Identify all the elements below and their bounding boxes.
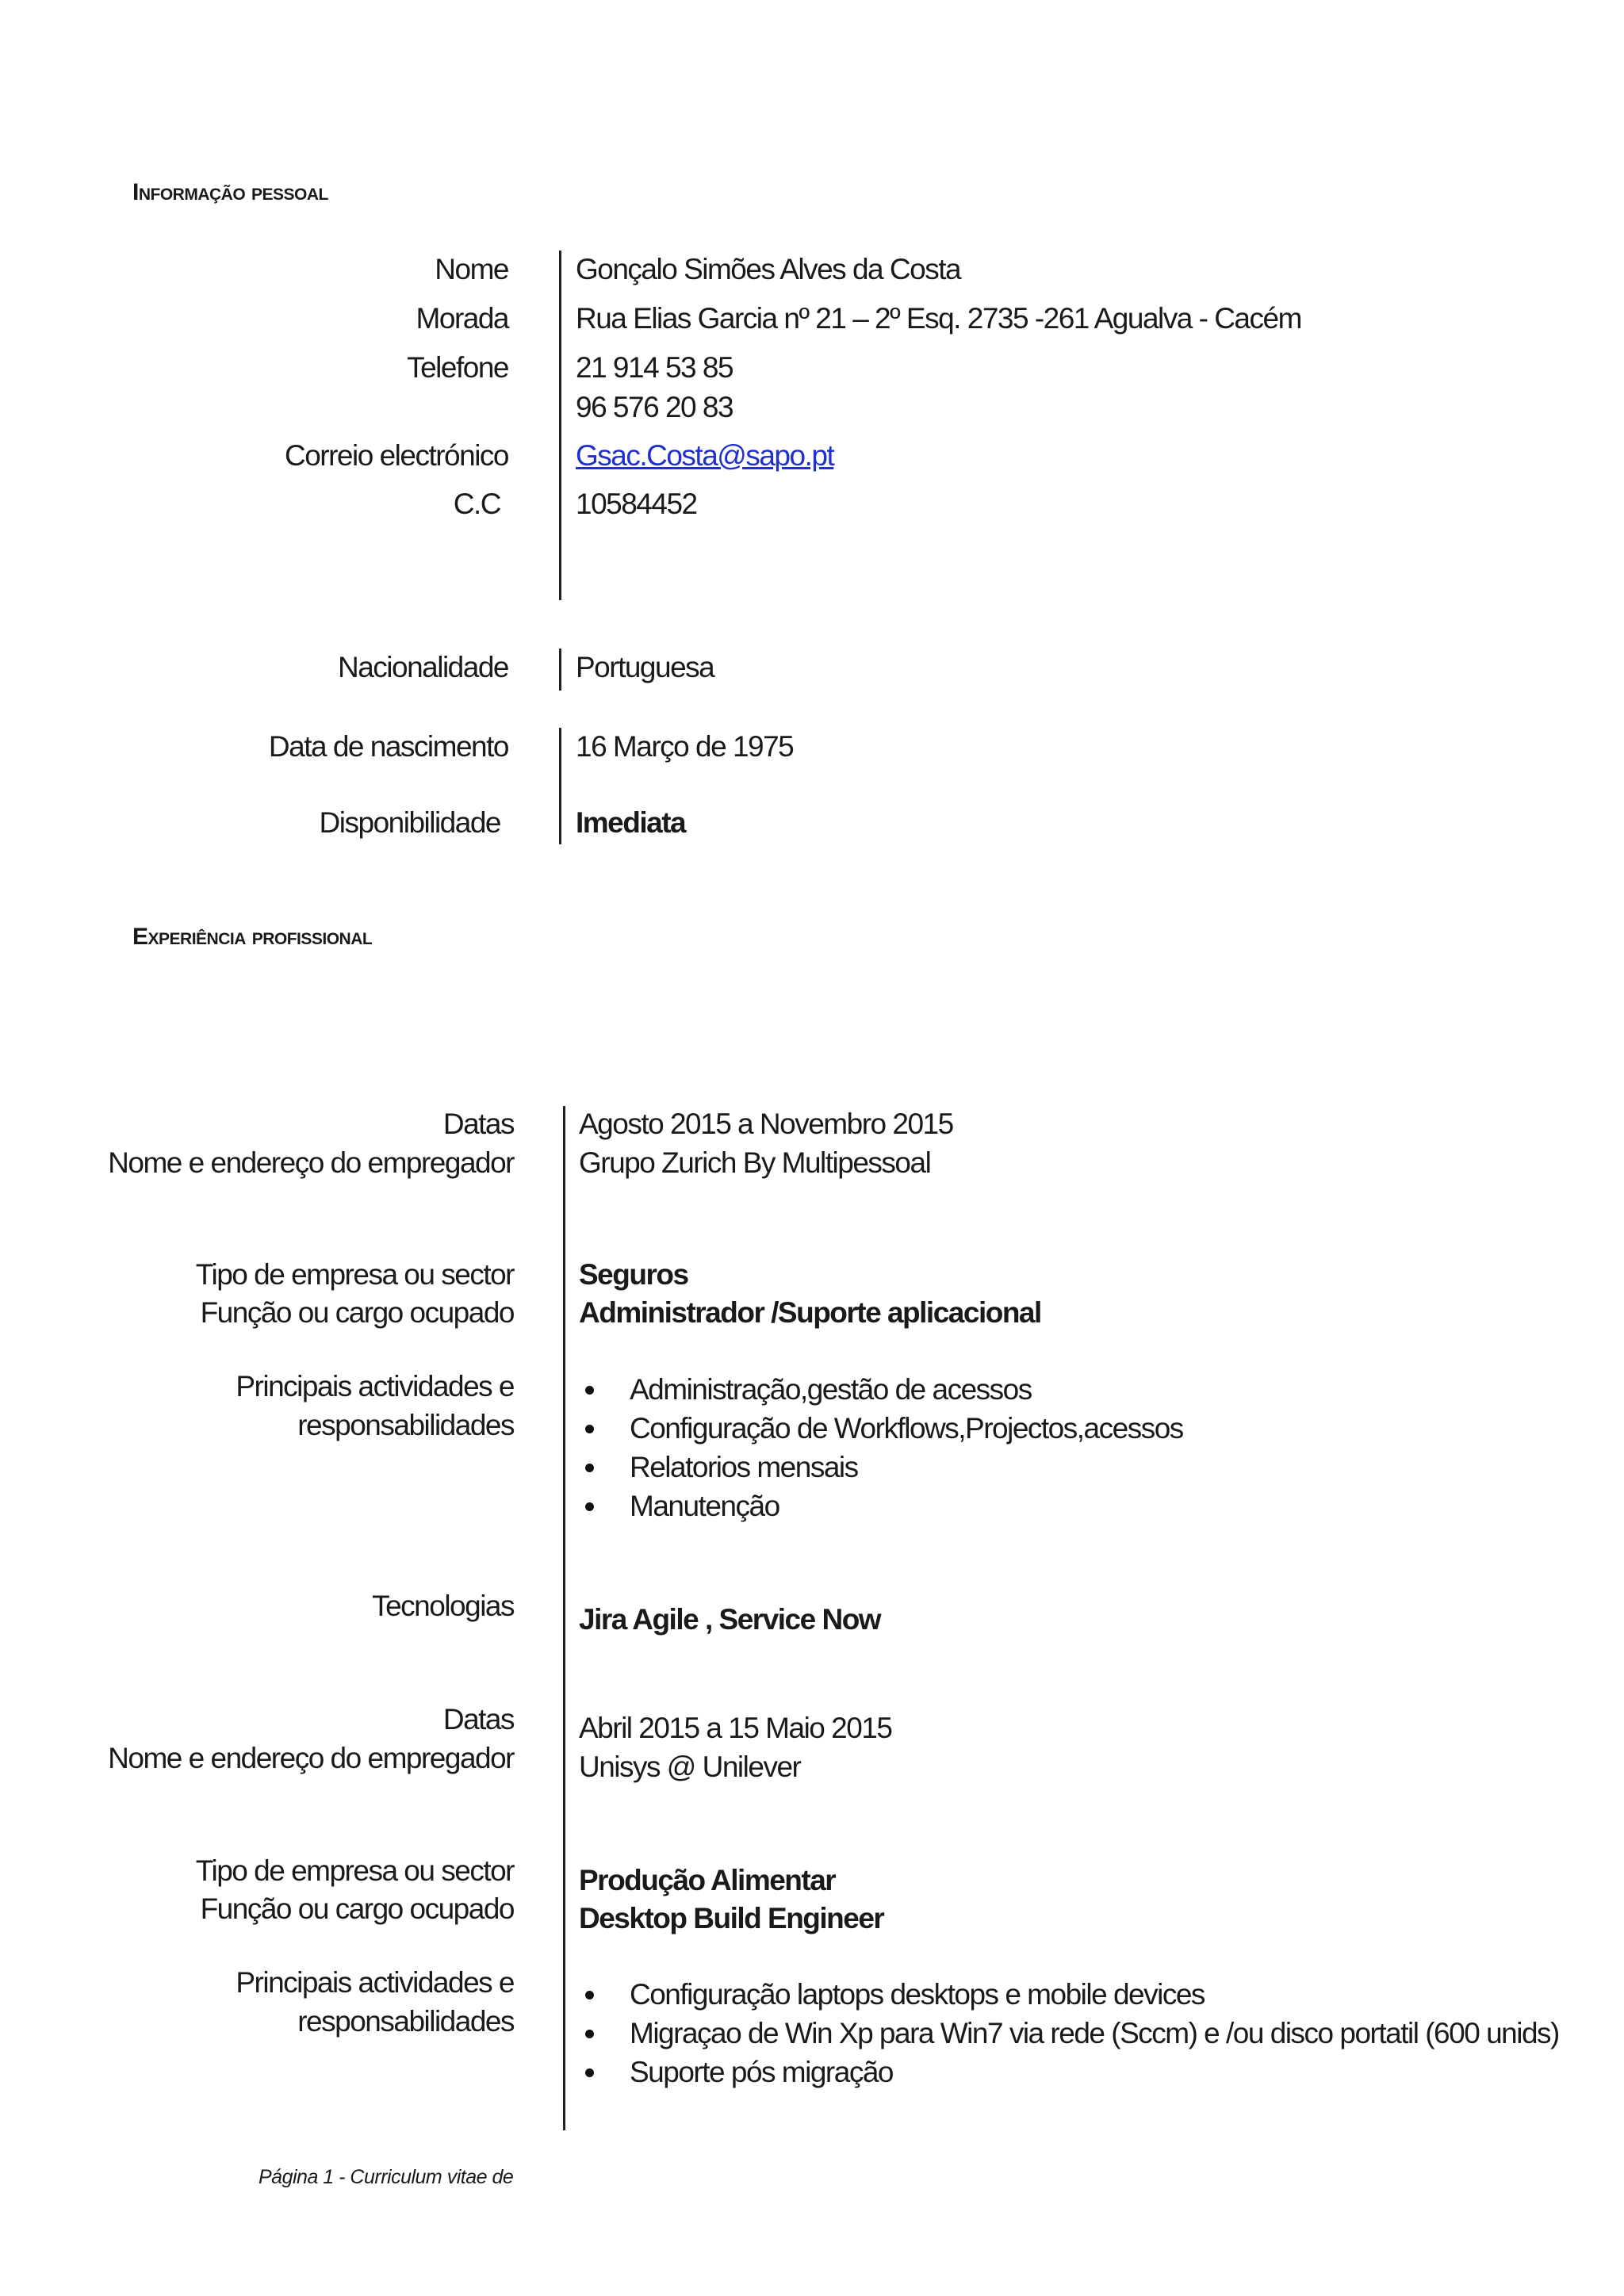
value-nome: Gonçalo Simões Alves da Costa (576, 253, 961, 285)
job-2-label-atividades-2: responsabilidades (297, 2005, 514, 2038)
value-telefone-2: 96 576 20 83 (576, 391, 733, 423)
job-1-label-atividades-2: responsabilidades (297, 1409, 514, 1441)
list-item: Configuração de Workflows,Projectos,acessos (576, 1409, 1183, 1448)
label-email: Correio electrónico (284, 439, 508, 472)
label-nascimento: Data de nascimento (268, 730, 508, 763)
job-1-value-datas: Agosto 2015 a Novembro 2015 (579, 1108, 953, 1140)
job-2-value-datas: Abril 2015 a 15 Maio 2015 (579, 1712, 892, 1744)
job-2-label-empregador: Nome e endereço do empregador (108, 1742, 514, 1774)
label-nome: Nome (435, 253, 508, 285)
job-1-value-empregador: Grupo Zurich By Multipessoal (579, 1146, 931, 1179)
job-2-label-sector: Tipo de empresa ou sector (195, 1854, 514, 1887)
list-item: Suporte pós migração (576, 2053, 1559, 2091)
column-divider (559, 251, 561, 600)
job-2-label-atividades-1: Principais actividades e (236, 1966, 514, 1999)
job-1-activities-list (576, 1370, 1183, 1525)
value-cc: 10584452 (576, 488, 697, 520)
job-1-label-funcao: Função ou cargo ocupado (200, 1296, 514, 1329)
job-1-label-tecnologias: Tecnologias (372, 1590, 514, 1622)
job-2-label-datas: Datas (442, 1703, 514, 1735)
job-2-value-funcao: Desktop Build Engineer (579, 1902, 884, 1934)
value-telefone-1: 21 914 53 85 (576, 351, 733, 384)
value-morada: Rua Elias Garcia nº 21 – 2º Esq. 2735 -261 Agualva - Cacém (576, 302, 1301, 335)
section-title-personal: Informação pessoal (132, 179, 328, 205)
job-1-value-funcao: Administrador /Suporte aplicacional (579, 1296, 1041, 1329)
email-link[interactable]: Gsac.Costa@sapo.pt (576, 439, 834, 472)
job-1-label-empregador: Nome e endereço do empregador (108, 1146, 514, 1179)
job-1-value-tecnologias: Jira Agile , Service Now (579, 1603, 881, 1636)
page-footer: Página 1 - Curriculum vitae de (259, 2166, 514, 2188)
value-nacionalidade: Portuguesa (576, 651, 714, 683)
label-nacionalidade: Nacionalidade (337, 651, 508, 683)
job-1-label-atividades-1: Principais actividades e (236, 1370, 514, 1402)
list-item: Configuração laptops desktops e mobile devices (576, 1975, 1559, 2014)
job-1-label-datas: Datas (442, 1108, 514, 1140)
section-title-experience: Experiência profissional (132, 924, 373, 950)
value-disponibilidade: Imediata (576, 806, 686, 839)
label-morada: Morada (416, 302, 508, 335)
job-2-activities-list (576, 1975, 1559, 2091)
list-item: Administração,gestão de acessos (576, 1370, 1183, 1409)
job-2-label-funcao: Função ou cargo ocupado (200, 1892, 514, 1925)
column-divider (563, 1106, 565, 2130)
value-nascimento: 16 Março de 1975 (576, 730, 794, 763)
column-divider (559, 728, 561, 844)
list-item: Manutenção (576, 1487, 1183, 1525)
column-divider (559, 649, 561, 691)
job-2-value-empregador: Unisys @ Unilever (579, 1751, 801, 1783)
list-item: Migraçao de Win Xp para Win7 via rede (Sccm) e /ou disco portatil (600 unids) (576, 2014, 1559, 2053)
job-2-value-sector: Produção Alimentar (579, 1864, 836, 1896)
list-item: Relatorios mensais (576, 1448, 1183, 1487)
job-1-label-sector: Tipo de empresa ou sector (195, 1258, 514, 1291)
job-1-value-sector: Seguros (579, 1258, 688, 1291)
label-telefone: Telefone (407, 351, 508, 384)
label-cc: C.C (453, 488, 500, 520)
label-disponibilidade: Disponibilidade (319, 806, 500, 839)
